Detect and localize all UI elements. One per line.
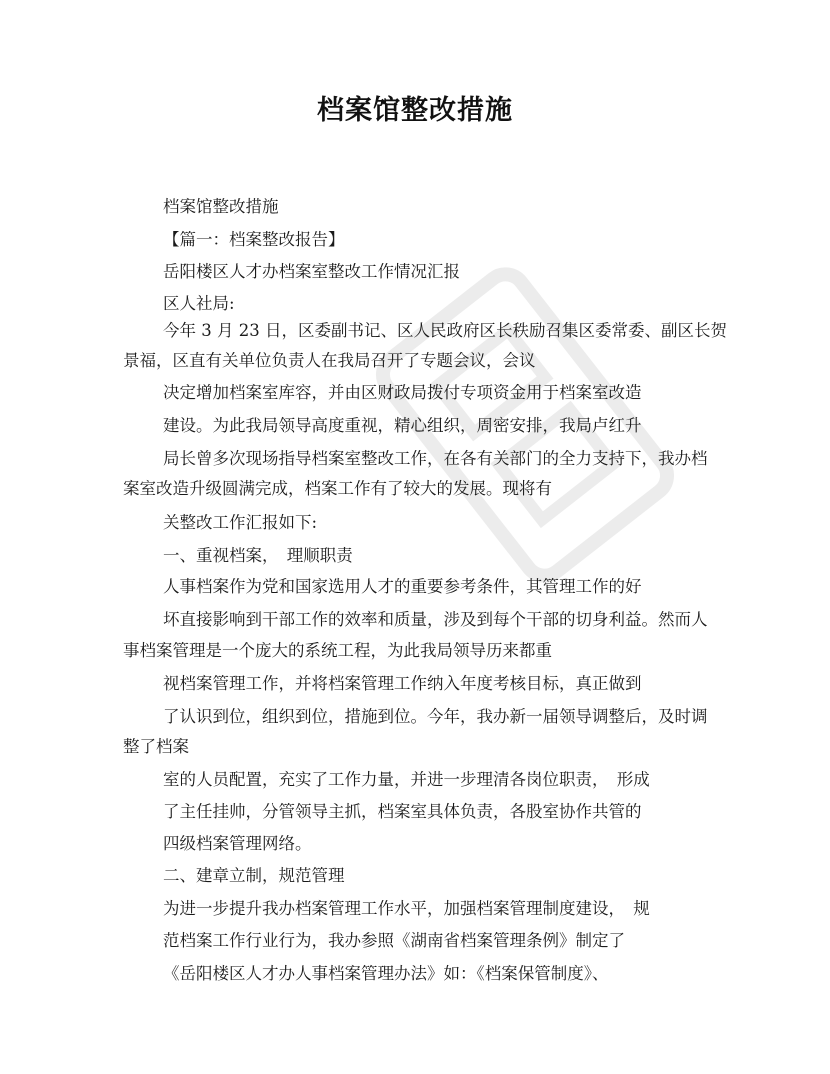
body-line: 了认识到位，组织到位，措施到位。今年，我办新一届领导调整后，及时调: [163, 707, 708, 726]
body-line: 决定增加档案室库容，并由区财政局拨付专项资金用于档案室改造: [163, 383, 642, 402]
body-line: 为进一步提升我办档案管理工作水平，加强档案管理制度建设， 规: [163, 899, 650, 918]
body-line: 案室改造升级圆满完成，档案工作有了较大的发展。现将有: [123, 479, 552, 498]
body-line: 【篇一：档案整改报告】: [163, 230, 345, 249]
body-line: 关整改工作汇报如下:: [163, 513, 318, 532]
body-line: 了主任挂帅，分管领导主抓，档案室具体负责，各股室协作共管的: [163, 802, 642, 821]
body-line: 档案馆整改措施: [163, 197, 279, 216]
body-line: 局长曾多次现场指导档案室整改工作，在各有关部门的全力支持下，我办档: [163, 449, 708, 468]
body-line: 坏直接影响到干部工作的效率和质量，涉及到每个干部的切身利益。然而人: [163, 610, 708, 629]
body-line: 范档案工作行业行为，我办参照《湖南省档案管理条例》制定了: [163, 931, 625, 950]
body-line: 整了档案: [123, 737, 189, 756]
document-title: 档案馆整改措施: [317, 95, 513, 126]
body-line: 建设。为此我局领导高度重视，精心组织，周密安排，我局卢红升: [163, 416, 642, 435]
body-line: 今年 3 月 23 日，区委副书记、区人民政府区长秩励召集区委常委、副区长贺: [163, 321, 727, 340]
section-heading: 一、重视档案， 理顺职责: [163, 546, 353, 565]
section-heading: 二、建章立制，规范管理: [163, 866, 345, 885]
body-line: 景福，区直有关单位负责人在我局召开了专题会议，会议: [123, 351, 536, 370]
body-line: 四级档案管理网络。: [163, 834, 312, 853]
body-line: 《岳阳楼区人才办人事档案管理办法》如：《档案保管制度》、: [163, 964, 609, 983]
body-line: 区人社局:: [163, 294, 235, 313]
body-line: 人事档案作为党和国家选用人才的重要参考条件，其管理工作的好: [163, 577, 642, 596]
body-line: 视档案管理工作，并将档案管理工作纳入年度考核目标，真正做到: [163, 674, 642, 693]
body-line: 室的人员配置，充实了工作力量，并进一步理清各岗位职责， 形成: [163, 770, 650, 789]
body-line: 岳阳楼区人才办档案室整改工作情况汇报: [163, 262, 460, 281]
body-line: 事档案管理是一个庞大的系统工程，为此我局领导历来都重: [123, 641, 552, 660]
